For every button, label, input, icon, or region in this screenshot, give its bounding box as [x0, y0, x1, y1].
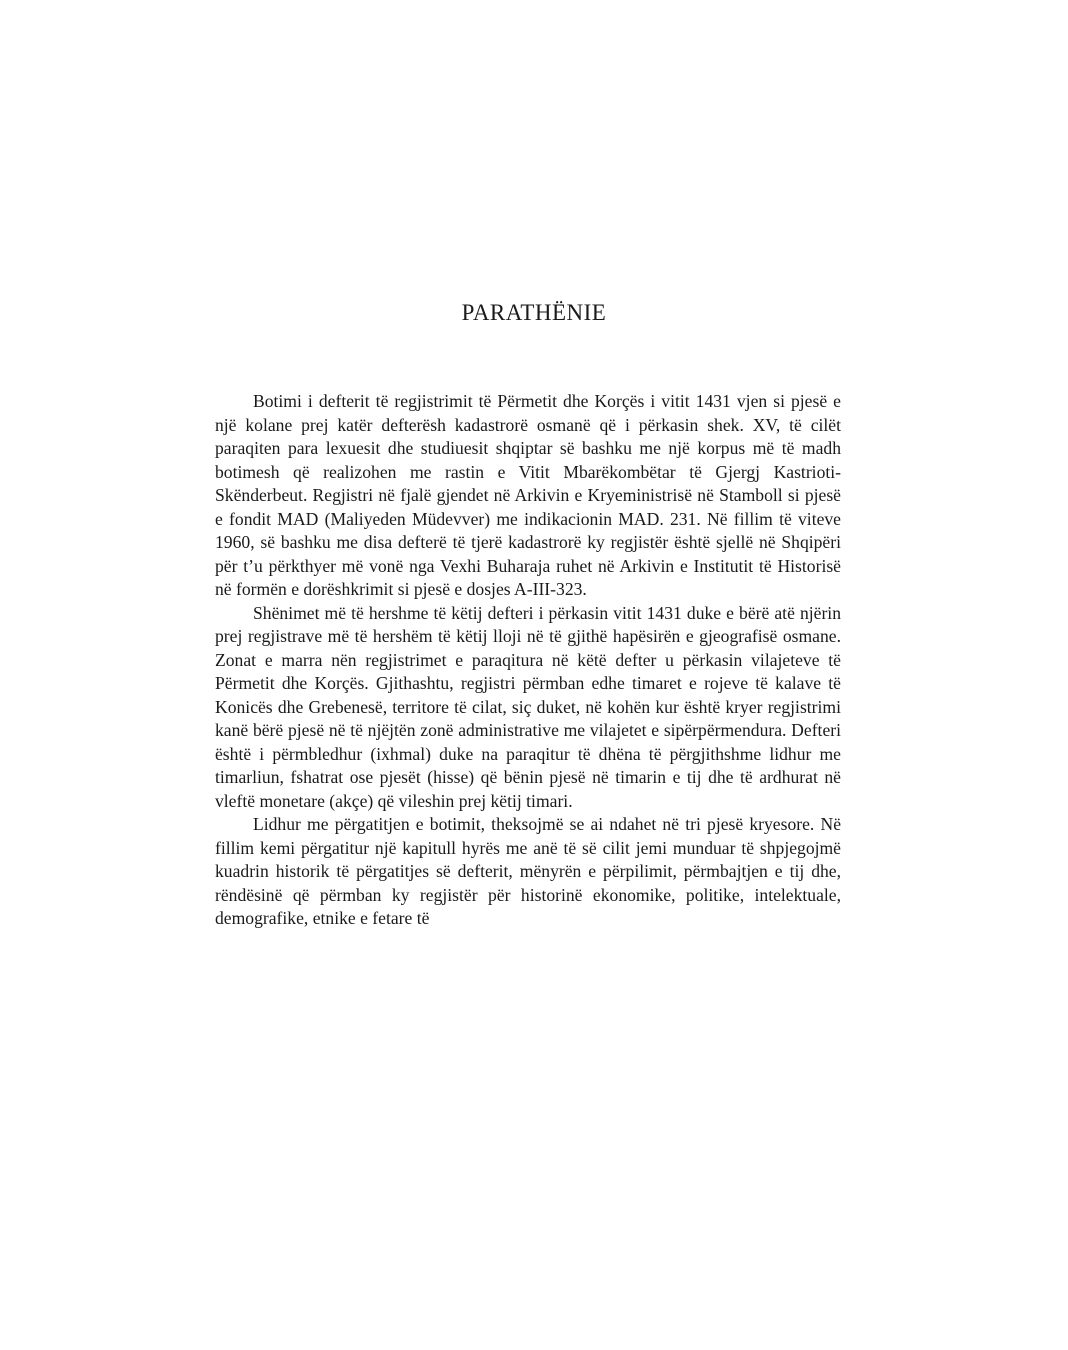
paragraph-3: Lidhur me përgatitjen e botimit, theksojmë se ai ndahet në tri pjesë kryesore. Në fillim kemi përgatitur një kapitull hyrës me anë të së cilit jemi munduar të shpjegojmë kuadrin historik të përgatitjes së defterit, mënyrën e përpilimit, përmbajtjen e tij dhe, rëndësinë që përmban ky regjistër për historinë ekonomike, politike, intelektuale, demografike, etnike e fetare të	[215, 814, 841, 928]
page-title: PARATHËNIE	[461, 300, 607, 325]
body-text	[215, 390, 841, 931]
paragraph-1: Botimi i defterit të regjistrimit të Përmetit dhe Korçës i vitit 1431 vjen si pjesë e një kolane prej katër defterësh kadastrorë osmanë që i përkasin shek. XV, të cilët paraqiten para lexuesit dhe studiuesit shqiptar së bashku me një korpus më të madh botimesh që realizohen me rastin e Vitit Mbarëkombëtar të Gjergj Kastrioti-Skënderbeut. Regjistri në fjalë gjendet në Arkivin e Kryeministrisë në Stamboll si pjesë e fondit MAD (Maliyeden Müdevver) me indikacionin MAD. 231. Në fillim të viteve 1960, së bashku me disa defterë të tjerë kadastrorë ky regjistër është sjellë në Shqipëri për t’u përkthyer më vonë nga Vexhi Buharaja ruhet në Arkivin e Institutit të Historisë në formën e dorëshkrimit si pjesë e dosjes A-III-323.	[215, 391, 841, 599]
paragraph-2: Shënimet më të hershme të këtij defteri i përkasin vitit 1431 duke e bërë atë njërin prej regjistrave më të hershëm të këtij lloji në të gjithë hapësirën e gjeografisë osmane. Zonat e marra nën regjistrimet e paraqitura në këtë defter u përkasin vilajeteve të Përmetit dhe Korçës. Gjithashtu, regjistri përmban edhe timaret e rojeve të kalave të Konicës dhe Grebenesë, territore të cilat, siç duket, në kohën kur është kryer regjistrimi kanë bërë pjesë në të njëjtën zonë administrative me vilajetet e sipërpërmendura. Defteri është i përmbledhur (ixhmal) duke na paraqitur të dhëna të përgjithshme lidhur me timarliun, fshatrat ose pjesët (hisse) që bënin pjesë në timarin e tij dhe të ardhurat në vleftë monetare (akçe) që vileshin prej këtij timari.	[215, 602, 841, 811]
